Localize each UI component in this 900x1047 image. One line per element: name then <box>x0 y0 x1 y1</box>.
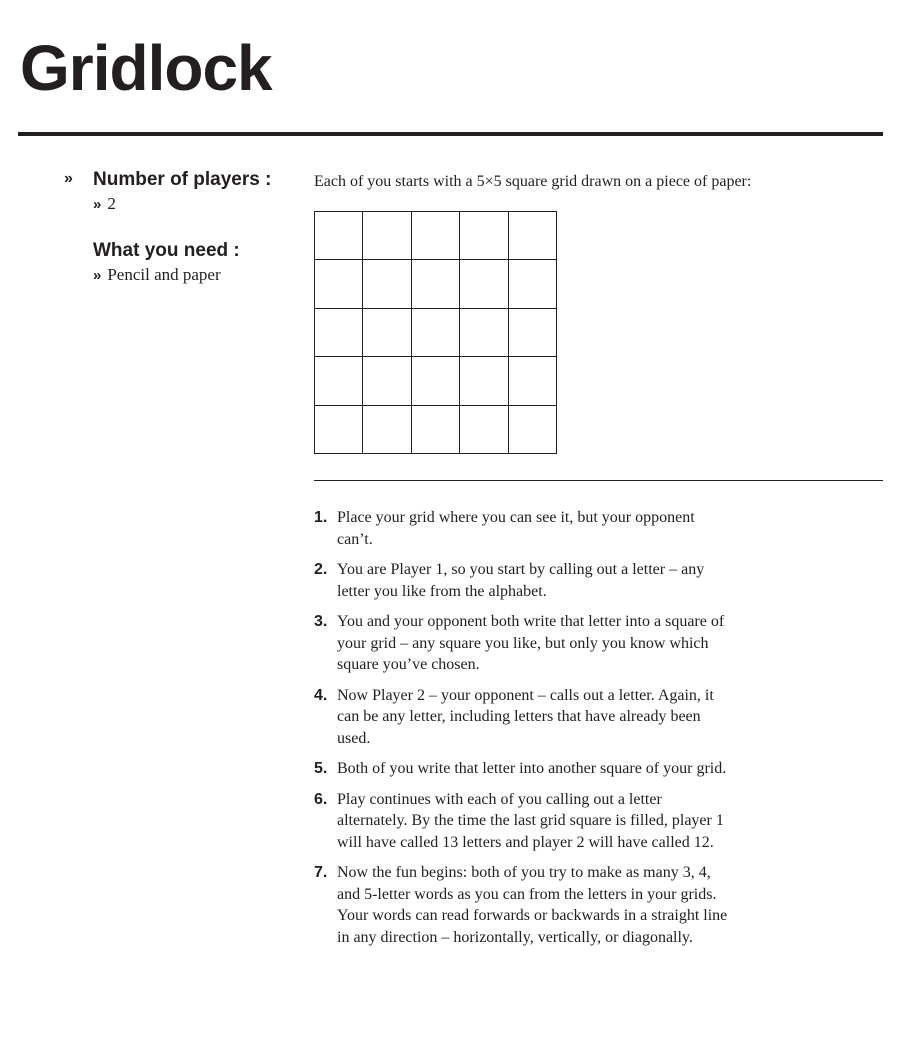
grid-cell <box>460 260 508 308</box>
bullet-marker-icon: » <box>93 267 102 284</box>
grid-cell <box>412 357 460 405</box>
section-divider <box>314 480 883 481</box>
grid-cell <box>509 260 557 308</box>
grid-cell <box>315 406 363 454</box>
step-text: You and your opponent both write that letter into a square of your grid – any square you like, but only you know which square you’ve chosen. <box>337 613 725 673</box>
instruction-step <box>314 507 734 550</box>
players-value: 2 <box>107 194 116 213</box>
step-text: Now Player 2 – your opponent – calls out a letter. Again, it can be any letter, including letters that have already been used. <box>337 686 714 747</box>
grid-cell <box>460 406 508 454</box>
grid-cell <box>363 212 411 260</box>
grid-cell <box>412 212 460 260</box>
instruction-step <box>314 685 734 750</box>
grid-cell <box>460 309 508 357</box>
instruction-step <box>314 862 734 948</box>
empty-5x5-grid <box>314 211 557 454</box>
chevron-marker-icon: » <box>64 170 73 187</box>
step-number: 4. <box>314 686 328 704</box>
grid-cell <box>315 212 363 260</box>
step-text: Place your grid where you can see it, but your opponent can’t. <box>337 509 695 548</box>
step-number: 2. <box>314 561 328 578</box>
grid-cell <box>412 309 460 357</box>
grid-cell <box>460 357 508 405</box>
need-value: Pencil and paper <box>107 265 221 284</box>
grid-cell <box>412 406 460 454</box>
intro-text: Each of you starts with a 5×5 square grid drawn on a piece of paper: <box>314 173 752 190</box>
instruction-step <box>314 758 734 780</box>
step-number: 7. <box>314 864 328 881</box>
grid-cell <box>315 309 363 357</box>
grid-cell <box>460 212 508 260</box>
step-number: 1. <box>314 509 328 526</box>
step-text: Play continues with each of you calling out a letter alternately. By the time the last grid square is filled, player 1 will have called 13 letters and player 2 will have called 12. <box>337 790 724 851</box>
grid-cell <box>412 260 460 308</box>
grid-cell <box>509 309 557 357</box>
bullet-marker-icon: » <box>93 196 102 213</box>
grid-cell <box>363 406 411 454</box>
players-value-row <box>93 192 294 217</box>
instruction-step <box>314 789 734 854</box>
title-divider <box>18 132 883 136</box>
step-number: 3. <box>314 613 328 630</box>
grid-cell <box>363 309 411 357</box>
step-text: Both of you write that letter into another square of your grid. <box>337 760 727 777</box>
grid-cell <box>363 357 411 405</box>
instruction-step <box>314 611 734 676</box>
grid-cell <box>315 357 363 405</box>
instructions-list <box>314 507 734 957</box>
game-info-sidebar <box>64 168 294 288</box>
need-heading: What you need : <box>93 240 240 261</box>
instruction-step <box>314 559 734 602</box>
grid-cell <box>315 260 363 308</box>
step-number: 5. <box>314 760 328 777</box>
step-number: 6. <box>314 790 328 808</box>
step-text: You are Player 1, so you start by calling out a letter – any letter you like from the alphabet. <box>337 561 705 600</box>
page-title: Gridlock <box>20 32 272 104</box>
grid-cell <box>363 260 411 308</box>
players-heading: Number of players : <box>93 169 272 190</box>
grid-cell <box>509 212 557 260</box>
step-text: Now the fun begins: both of you try to make as many 3, 4, and 5-letter words as you can from the letters in your grids. Your words can read forwards or backwards in a straight line in any direction – horizontally, vertically, or diagonally. <box>337 864 728 946</box>
grid-cell <box>509 357 557 405</box>
grid-cell <box>509 406 557 454</box>
need-value-row <box>93 263 294 288</box>
